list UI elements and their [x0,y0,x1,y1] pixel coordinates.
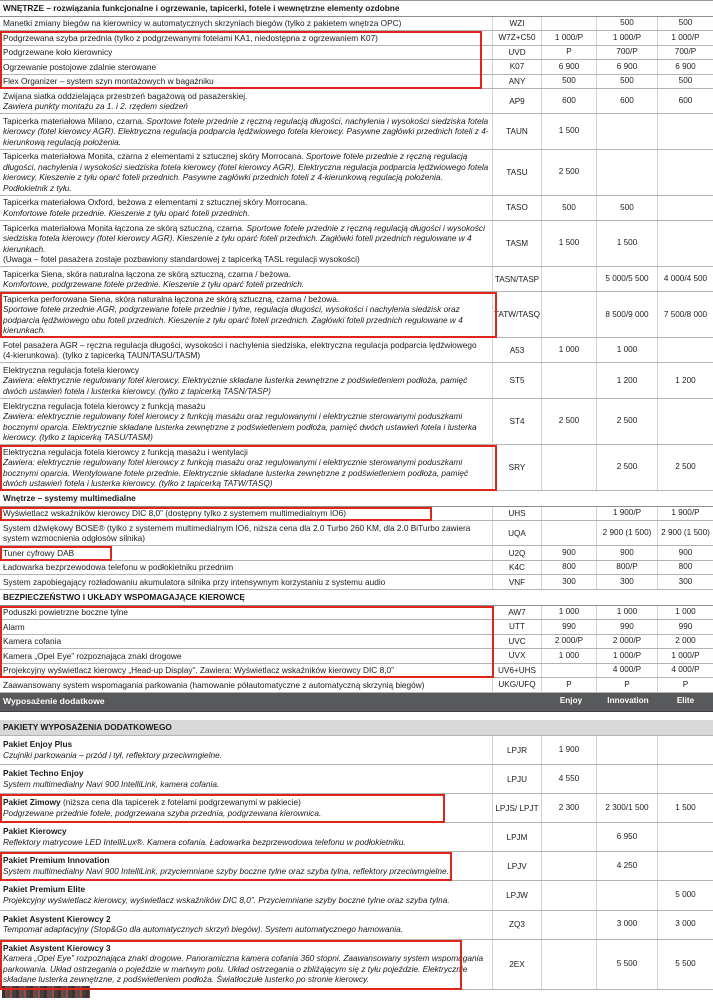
option-code: WZI [492,17,541,31]
packages-header-row [0,720,713,737]
price-enjoy [541,507,596,521]
price-elite: 300 [657,575,713,589]
option-detail: Zawiera: elektrycznie regulowany fotel kierowcy z funkcją masażu oraz regulowanymi i elektrycznie sterowanymi poduszkami bocznymi oparcia. Elektrycznie składane lusterka zewnętrzne z podświetleniem podłoża, pamięć dwóch ustawień fotela i lusterka kierowcy. (tylko z tapicerką TASU/TASM) [3,411,477,443]
option-row [0,765,713,794]
option-description [0,620,492,634]
packages-header-label: PAKIETY WYPOSAŻENIA DODATKOWEGO [3,722,172,733]
price-innovation: 990 [596,620,657,634]
option-title: Pakiet Premium Innovation [3,855,110,866]
price-elite: 2 000 [657,635,713,649]
red-annotation-box [0,31,713,89]
option-row [0,363,713,399]
option-row [0,89,713,114]
price-enjoy [541,267,596,291]
corrupted-render-artifact [2,986,90,998]
option-code: ANY [492,75,541,89]
price-enjoy: 2 500 [541,399,596,444]
option-row [0,794,713,823]
price-elite: 500 [657,17,713,31]
option-code: U2Q [492,546,541,560]
price-enjoy: 4 550 [541,765,596,793]
option-title: Fotel pasażera AGR – ręczna regulacja długości, wysokości i nachylenia siedziska, elektryczna regulacja podparcia lędźwiowego (4-kierunkowa). (tylko z tapicerką TAUN/TASU/TASM) [3,339,477,361]
option-row [0,75,713,90]
option-row [0,196,713,221]
trim-column-enjoy: Enjoy [559,696,583,706]
option-description [0,852,492,880]
option-row [0,852,713,881]
option-title: Elektryczna regulacja fotela kierowcy z funkcją masażu [3,400,206,411]
option-title: Zaawansowany system wspomagania parkowania (hamowanie półautomatyczne z automatyczną skrzynią biegów) [3,679,425,690]
option-title: Pakiet Enjoy Plus [3,739,73,750]
option-code: LPJS/ LPJT [492,794,541,822]
option-row [0,620,713,635]
red-annotation-box [0,940,713,990]
option-row [0,635,713,650]
price-innovation: 6 900 [596,60,657,74]
option-title: Podgrzewana szyba przednia (tylko z podgrzewanymi fotelami KA1, niedostępna z ogrzewaniem K07) [3,32,378,43]
price-elite: 4 000/4 500 [657,267,713,291]
option-row [0,46,713,61]
option-title: Manetki zmiany biegów na kierownicy w automatycznych skrzyniach biegów (tylko z pakietem wnętrza OPC) [3,18,402,29]
price-enjoy: 2 500 [541,150,596,195]
option-code: W7Z+C50 [492,31,541,45]
option-title: Alarm [3,621,25,632]
option-description [0,150,492,195]
price-innovation: 2 300/1 500 [596,794,657,822]
price-enjoy: 1 900 [541,736,596,764]
option-title: Tuner cyfrowy DAB [3,547,75,558]
option-title: Kamera „Opel Eye” rozpoznająca znaki drogowe [3,650,182,661]
red-annotation-box [0,445,713,491]
price-elite: 1 000 [657,606,713,620]
price-innovation: 4 000/P [596,664,657,678]
price-enjoy [541,17,596,31]
option-title: Elektryczna regulacja fotela kierowcy z funkcją masażu i wentylacji [3,446,248,457]
option-description [0,606,492,620]
option-code: UTT [492,620,541,634]
option-code: UKG/UFQ [492,678,541,692]
option-detail: Sportowe fotele przednie z ręczną regulacją długości, nachylenia i wysokości siedziska fotela kierowcy (fotel kierowcy AGR). Elektryczna regulacja podparcia lędźwiowego fotela kierowcy. Kieszenie z tyłu oparć foteli przednich. Pasywne zagłówki przednich foteli z 4-kierunkową regulacją położenia. Podłokietnik z tyłu. [3,151,489,193]
option-code: UV6+UHS [492,664,541,678]
option-detail: Sportowe fotele przednie AGR, podgrzewane fotele przednie i tylne, regulacja długości, wysokości i nachylenia siedzisk oraz podparcia lędźwiowego obu foteli przednich. Kieszenie z tyłu oparć foteli przednich. Zagłówki foteli przednich regulowane w 4 kierunkach. [3,304,463,336]
option-description [0,881,492,909]
option-code: VNF [492,575,541,589]
option-code: AP9 [492,89,541,113]
option-code: UQA [492,521,541,545]
price-elite: 7 500/8 000 [657,292,713,337]
option-row [0,521,713,546]
option-title: Pakiet Premium Elite [3,884,86,895]
option-detail: Czujniki parkowania – przód i tył, reflektory przeciwmgielne. [3,749,223,760]
price-innovation [596,114,657,149]
option-row [0,823,713,852]
option-detail: Zawiera punkty montażu za 1. i 2. rzędem siedzeń [3,101,188,112]
option-row [0,399,713,445]
price-enjoy: 1 500 [541,114,596,149]
price-innovation: 3 000 [596,911,657,939]
option-title: Pakiet Kierowcy [3,826,67,837]
price-elite [657,823,713,851]
option-code: K4C [492,561,541,575]
option-detail: Projekcyjny wyświetlacz kierowcy, wyświetlacz wskaźników DIC 8,0”. Przyciemniane szyby boczne tylne oraz szyba tylna. [3,894,450,905]
price-enjoy: 1 000 [541,338,596,362]
price-innovation: 500 [596,75,657,89]
option-description [0,60,492,74]
option-description [0,736,492,764]
price-innovation: 1 000/P [596,649,657,663]
red-annotation-box [0,546,713,561]
red-annotation-box [0,292,713,338]
option-description [0,46,492,60]
price-enjoy [541,521,596,545]
price-enjoy [541,445,596,490]
trim-column-elite: Elite [676,696,695,706]
option-detail: Podgrzewane przednie fotele, podgrzewana szyba przednia, podgrzewana kierownica. [3,807,322,818]
option-code: TASO [492,196,541,220]
red-annotation-box [0,852,713,881]
trim-header-label: Wyposażenie dodatkowe [3,696,105,707]
option-code: UVD [492,46,541,60]
price-enjoy: 600 [541,89,596,113]
option-row [0,150,713,196]
option-code: TATW/TASQ [492,292,541,337]
price-enjoy: 2 000/P [541,635,596,649]
price-enjoy [541,363,596,398]
option-row [0,31,713,46]
price-elite: 4 000/P [657,664,713,678]
option-row [0,546,713,561]
price-elite [657,399,713,444]
price-innovation: P [596,678,657,692]
option-code: ST5 [492,363,541,398]
price-elite: 1 900/P [657,507,713,521]
trim-header-row [0,693,713,712]
option-description [0,221,492,266]
option-row [0,561,713,576]
price-innovation: 500 [596,17,657,31]
option-code: LPJW [492,881,541,909]
price-innovation: 1 000 [596,606,657,620]
price-enjoy: 300 [541,575,596,589]
option-title-suffix: (niższa cena dla tapicerek z fotelami podgrzewanymi w pakiecie) [62,797,301,808]
price-elite: 500 [657,75,713,89]
price-innovation: 1 200 [596,363,657,398]
option-description [0,940,492,989]
option-code: 2EX [492,940,541,989]
option-title: System zapobiegający rozładowaniu akumulatora silnika przy intensywnym korzystaniu z systemu audio [3,576,386,587]
red-annotation-box [0,794,713,823]
price-innovation: 700/P [596,46,657,60]
option-description [0,649,492,663]
price-enjoy [541,823,596,851]
price-enjoy: 500 [541,75,596,89]
option-detail: Kamera „Opel Eye” rozpoznająca znaki drogowe. Panoramiczna kamera cofania 360 stopni. Zaawansowany system wspomagania parkowania. Układ ostrzegania o pojeździe w martwym polu. Układ ostrzegania o zbliżającym się z tyłu pojeździe. Elektrycznie składane lusterka zewnętrzne, z podświetleniem podłoża. Światłoczułe lusterko po stronie kierowcy. [3,953,484,985]
option-row [0,575,713,590]
section-title: Wnętrze – systemy multimedialne [3,493,136,504]
price-enjoy [541,664,596,678]
option-description [0,561,492,575]
option-row [0,881,713,910]
option-code: UHS [492,507,541,521]
price-elite [657,765,713,793]
option-title: Ładowarka bezprzewodowa telefonu w podłokietniku przednim [3,562,234,573]
price-innovation: 1 900/P [596,507,657,521]
price-elite: 2 900 (1 500) [657,521,713,545]
option-description [0,267,492,291]
option-row [0,736,713,765]
option-title: Pakiet Asystent Kierowcy 3 [3,942,111,953]
price-enjoy [541,911,596,939]
price-enjoy: P [541,46,596,60]
option-title: Tapicerka materiałowa Milano, czarna. [3,115,145,126]
price-innovation: 4 250 [596,852,657,880]
price-elite [657,150,713,195]
option-title: Podgrzewane koło kierownicy [3,47,113,58]
price-elite: P [657,678,713,692]
option-code: UVX [492,649,541,663]
option-description [0,521,492,545]
option-description [0,546,492,560]
option-code: LPJM [492,823,541,851]
price-enjoy: 6 900 [541,60,596,74]
option-description [0,196,492,220]
option-row [0,911,713,940]
option-title: Tapicerka Siena, skóra naturalna łączona ze skórą sztuczną, czarna / beżowa. [3,268,291,279]
option-description [0,89,492,113]
price-elite [657,114,713,149]
option-title: Projekcyjny wyświetlacz kierowcy „Head-up Display”. Zawiera: Wyświetlacz wskaźników kierowcy DIC 8,0” [3,665,394,676]
price-elite: 900 [657,546,713,560]
price-elite [657,338,713,362]
price-enjoy [541,292,596,337]
option-title: Pakiet Zimowy [3,797,61,808]
option-code: TASM [492,221,541,266]
option-detail: Zawiera: elektrycznie regulowany fotel kierowcy z funkcją masażu oraz regulowanymi i elektrycznie sterowanymi poduszkami bocznymi oparcia. Wentylowane fotele przednie. Elektrycznie składane lusterka zewnętrzne z podświetleniem podłoża, pamięć dwóch ustawień fotela i lusterka kierowcy. (tylko z tapicerką TATW/TASQ) [3,457,469,489]
price-enjoy: 800 [541,561,596,575]
option-title: Tapicerka materiałowa Oxford, beżowa z elementami z sztucznej skóry Morrocana. [3,197,308,208]
option-title: System dźwiękowy BOSE® (tylko z systemem multimedialnym IO6, niższa cena dla 2.0 Turbo 260 KM, dla 2.0 BiTurbo zawiera system wzmocnienia odgłosów silnika) [3,522,471,544]
red-annotation-box [0,606,713,679]
price-elite: 600 [657,89,713,113]
option-code: LPJR [492,736,541,764]
option-row [0,292,713,338]
option-code: TASN/TASP [492,267,541,291]
section-title: WNĘTRZE – rozwiązania funkcjonalne i ogrzewanie, tapicerki, fotele i wewnętrzne elementy ozdobne [3,3,400,13]
price-innovation: 500 [596,196,657,220]
option-row [0,114,713,150]
option-code: ST4 [492,399,541,444]
option-description [0,765,492,793]
option-title: Flex Organizer – system szyn montażowych w bagażniku [3,76,214,87]
option-title: Tapicerka materiałowa Monita, czarna z elementami z sztucznej skóry Morrocana. [3,151,304,162]
option-title: Elektryczna regulacja fotela kierowcy [3,364,140,375]
price-innovation: 600 [596,89,657,113]
price-innovation: 8 500/9 000 [596,292,657,337]
option-title: Kamera cofania [3,636,62,647]
option-code: TAUN [492,114,541,149]
price-innovation: 1 000/P [596,31,657,45]
spacer-row [0,712,713,720]
option-row [0,221,713,267]
option-detail: Tempomat adaptacyjny (Stop&Go dla automatycznych skrzyń biegów). System automatycznego hamowania. [3,924,403,935]
option-note: (Uwaga – fotel pasażera zostaje pozbawiony standardowej z tapicerką TASL regulacji wysokości) [3,254,360,265]
price-innovation: 2 500 [596,445,657,490]
price-enjoy: 2 300 [541,794,596,822]
option-title: Pakiet Techno Enjoy [3,768,84,779]
option-description [0,678,492,692]
option-description [0,363,492,398]
price-innovation [596,736,657,764]
price-enjoy: 500 [541,196,596,220]
option-description [0,507,492,521]
price-innovation [596,150,657,195]
price-elite: 1 000/P [657,31,713,45]
option-title: Poduszki powietrzne boczne tylne [3,607,128,617]
price-innovation: 2 900 (1 500) [596,521,657,545]
option-title: Zwijana siatka oddzielająca przestrzeń bagażową od pasażerskiej. [3,90,248,101]
option-title: Tapicerka perforowana Siena, skóra naturalna łączona ze skórą sztuczną, czarna / beżowa. [3,293,340,304]
option-title: Ogrzewanie postojowe zdalnie sterowane [3,61,157,72]
price-elite: 700/P [657,46,713,60]
price-elite: 5 500 [657,940,713,989]
price-enjoy: 1 000/P [541,31,596,45]
price-innovation: 6 950 [596,823,657,851]
price-innovation: 5 500 [596,940,657,989]
option-detail: Zawiera: elektrycznie regulowany fotel kierowcy. Elektrycznie składane lusterka zewnętrzne z podświetleniem podłoża, pamięć dwóch ustawień fotela i lusterka kierowcy. (tylko z tapicerką TASN/TASP) [3,375,468,396]
section-header-row [0,491,713,507]
price-elite [657,221,713,266]
price-enjoy [541,940,596,989]
option-description [0,911,492,939]
price-innovation: 1 500 [596,221,657,266]
option-row [0,649,713,664]
price-elite: 5 000 [657,881,713,909]
section-header-row [0,590,713,606]
price-enjoy: 990 [541,620,596,634]
price-innovation: 1 000 [596,338,657,362]
price-enjoy: 1 000 [541,649,596,663]
option-title: Tapicerka materiałowa Monita łączona ze skórą sztuczną, czarna. [3,222,245,233]
price-elite: 6 900 [657,60,713,74]
option-row [0,17,713,32]
option-title: Pakiet Asystent Kierowcy 2 [3,913,111,924]
option-row [0,678,713,693]
option-row [0,267,713,292]
option-row [0,940,713,990]
price-innovation [596,765,657,793]
option-code: AW7 [492,606,541,620]
price-elite: 3 000 [657,911,713,939]
price-innovation: 5 000/5 500 [596,267,657,291]
option-description [0,75,492,89]
option-detail: Sportowe fotele przednie z ręczną regulacją długości, nachylenia i wysokości siedziska fotela kierowcy (fotel kierowcy AGR). Elektryczna regulacja podparcia lędźwiowego fotela kierowcy. Pasywne zagłówki przednich foteli z 4-kierunkową regulacją położenia. [3,115,489,147]
price-elite [657,852,713,880]
option-description [0,635,492,649]
option-description [0,338,492,362]
price-elite: 800 [657,561,713,575]
price-enjoy [541,852,596,880]
price-enjoy [541,881,596,909]
option-code: LPJV [492,852,541,880]
price-elite [657,196,713,220]
price-innovation: 2 500 [596,399,657,444]
option-detail: Komfortowe fotele przednie. Kieszenie z tyłu oparć foteli przednich. [3,208,250,218]
section-header-row [0,1,713,17]
option-row [0,664,713,679]
option-detail: System multimedialny Navi 900 IntelliLink, przyciemniane szyby boczne tylne oraz szyba tylna, reflektory przeciwmgielne. [3,865,449,876]
code-column-spacer [496,693,544,711]
price-innovation [596,881,657,909]
option-row [0,60,713,75]
option-code: TASU [492,150,541,195]
price-enjoy: 900 [541,546,596,560]
option-description [0,664,492,678]
option-code: LPJU [492,765,541,793]
option-row [0,507,713,522]
option-description [0,399,492,444]
option-row [0,338,713,363]
option-description [0,575,492,589]
option-row [0,445,713,491]
option-description [0,17,492,31]
price-elite: 2 500 [657,445,713,490]
option-description [0,114,492,149]
price-innovation: 300 [596,575,657,589]
section-title: BEZPIECZEŃSTWO I UKŁADY WSPOMAGAJĄCE KIEROWCĘ [3,591,245,602]
price-elite [657,736,713,764]
price-innovation: 900 [596,546,657,560]
price-elite: 990 [657,620,713,634]
option-detail: System multimedialny Navi 900 IntelliLink, kamera cofania. [3,778,220,789]
price-enjoy: P [541,678,596,692]
option-code: K07 [492,60,541,74]
option-description [0,445,492,490]
option-code: ZQ3 [492,911,541,939]
option-detail: Reflektory matrycowe LED IntelliLux®. Kamera cofania. Ładowarka bezprzewodowa telefonu w podłokietniku. [3,836,406,847]
option-description [0,31,492,45]
option-code: UVC [492,635,541,649]
price-innovation: 2 000/P [596,635,657,649]
option-description [0,823,492,851]
option-row [0,606,713,621]
option-description [0,292,492,337]
option-description [0,794,492,822]
price-innovation: 800/P [596,561,657,575]
option-title: Wyświetlacz wskaźników kierowcy DIC 8,0” (dostępny tylko z systemem multimedialnym IO6) [3,508,346,519]
option-detail: Sportowe fotele przednie z ręczną regulacją długości i wysokości siedziska fotela kierowcy (fotel kierowcy AGR). Kieszenie z tyłu oparć foteli przednich. Zagłówki foteli przednich regulowane w 4 kierunkach. [3,222,485,254]
red-annotation-box [0,507,713,522]
price-enjoy: 1 500 [541,221,596,266]
trim-column-innovation: Innovation [607,696,649,706]
price-elite: 1 500 [657,794,713,822]
option-code: SRY [492,445,541,490]
price-elite: 1 000/P [657,649,713,663]
option-code: A53 [492,338,541,362]
price-enjoy: 1 000 [541,606,596,620]
price-elite: 1 200 [657,363,713,398]
option-detail: Komfortowe, podgrzewane fotele przednie. Kieszenie z tyłu oparć foteli przednich. [3,279,305,290]
